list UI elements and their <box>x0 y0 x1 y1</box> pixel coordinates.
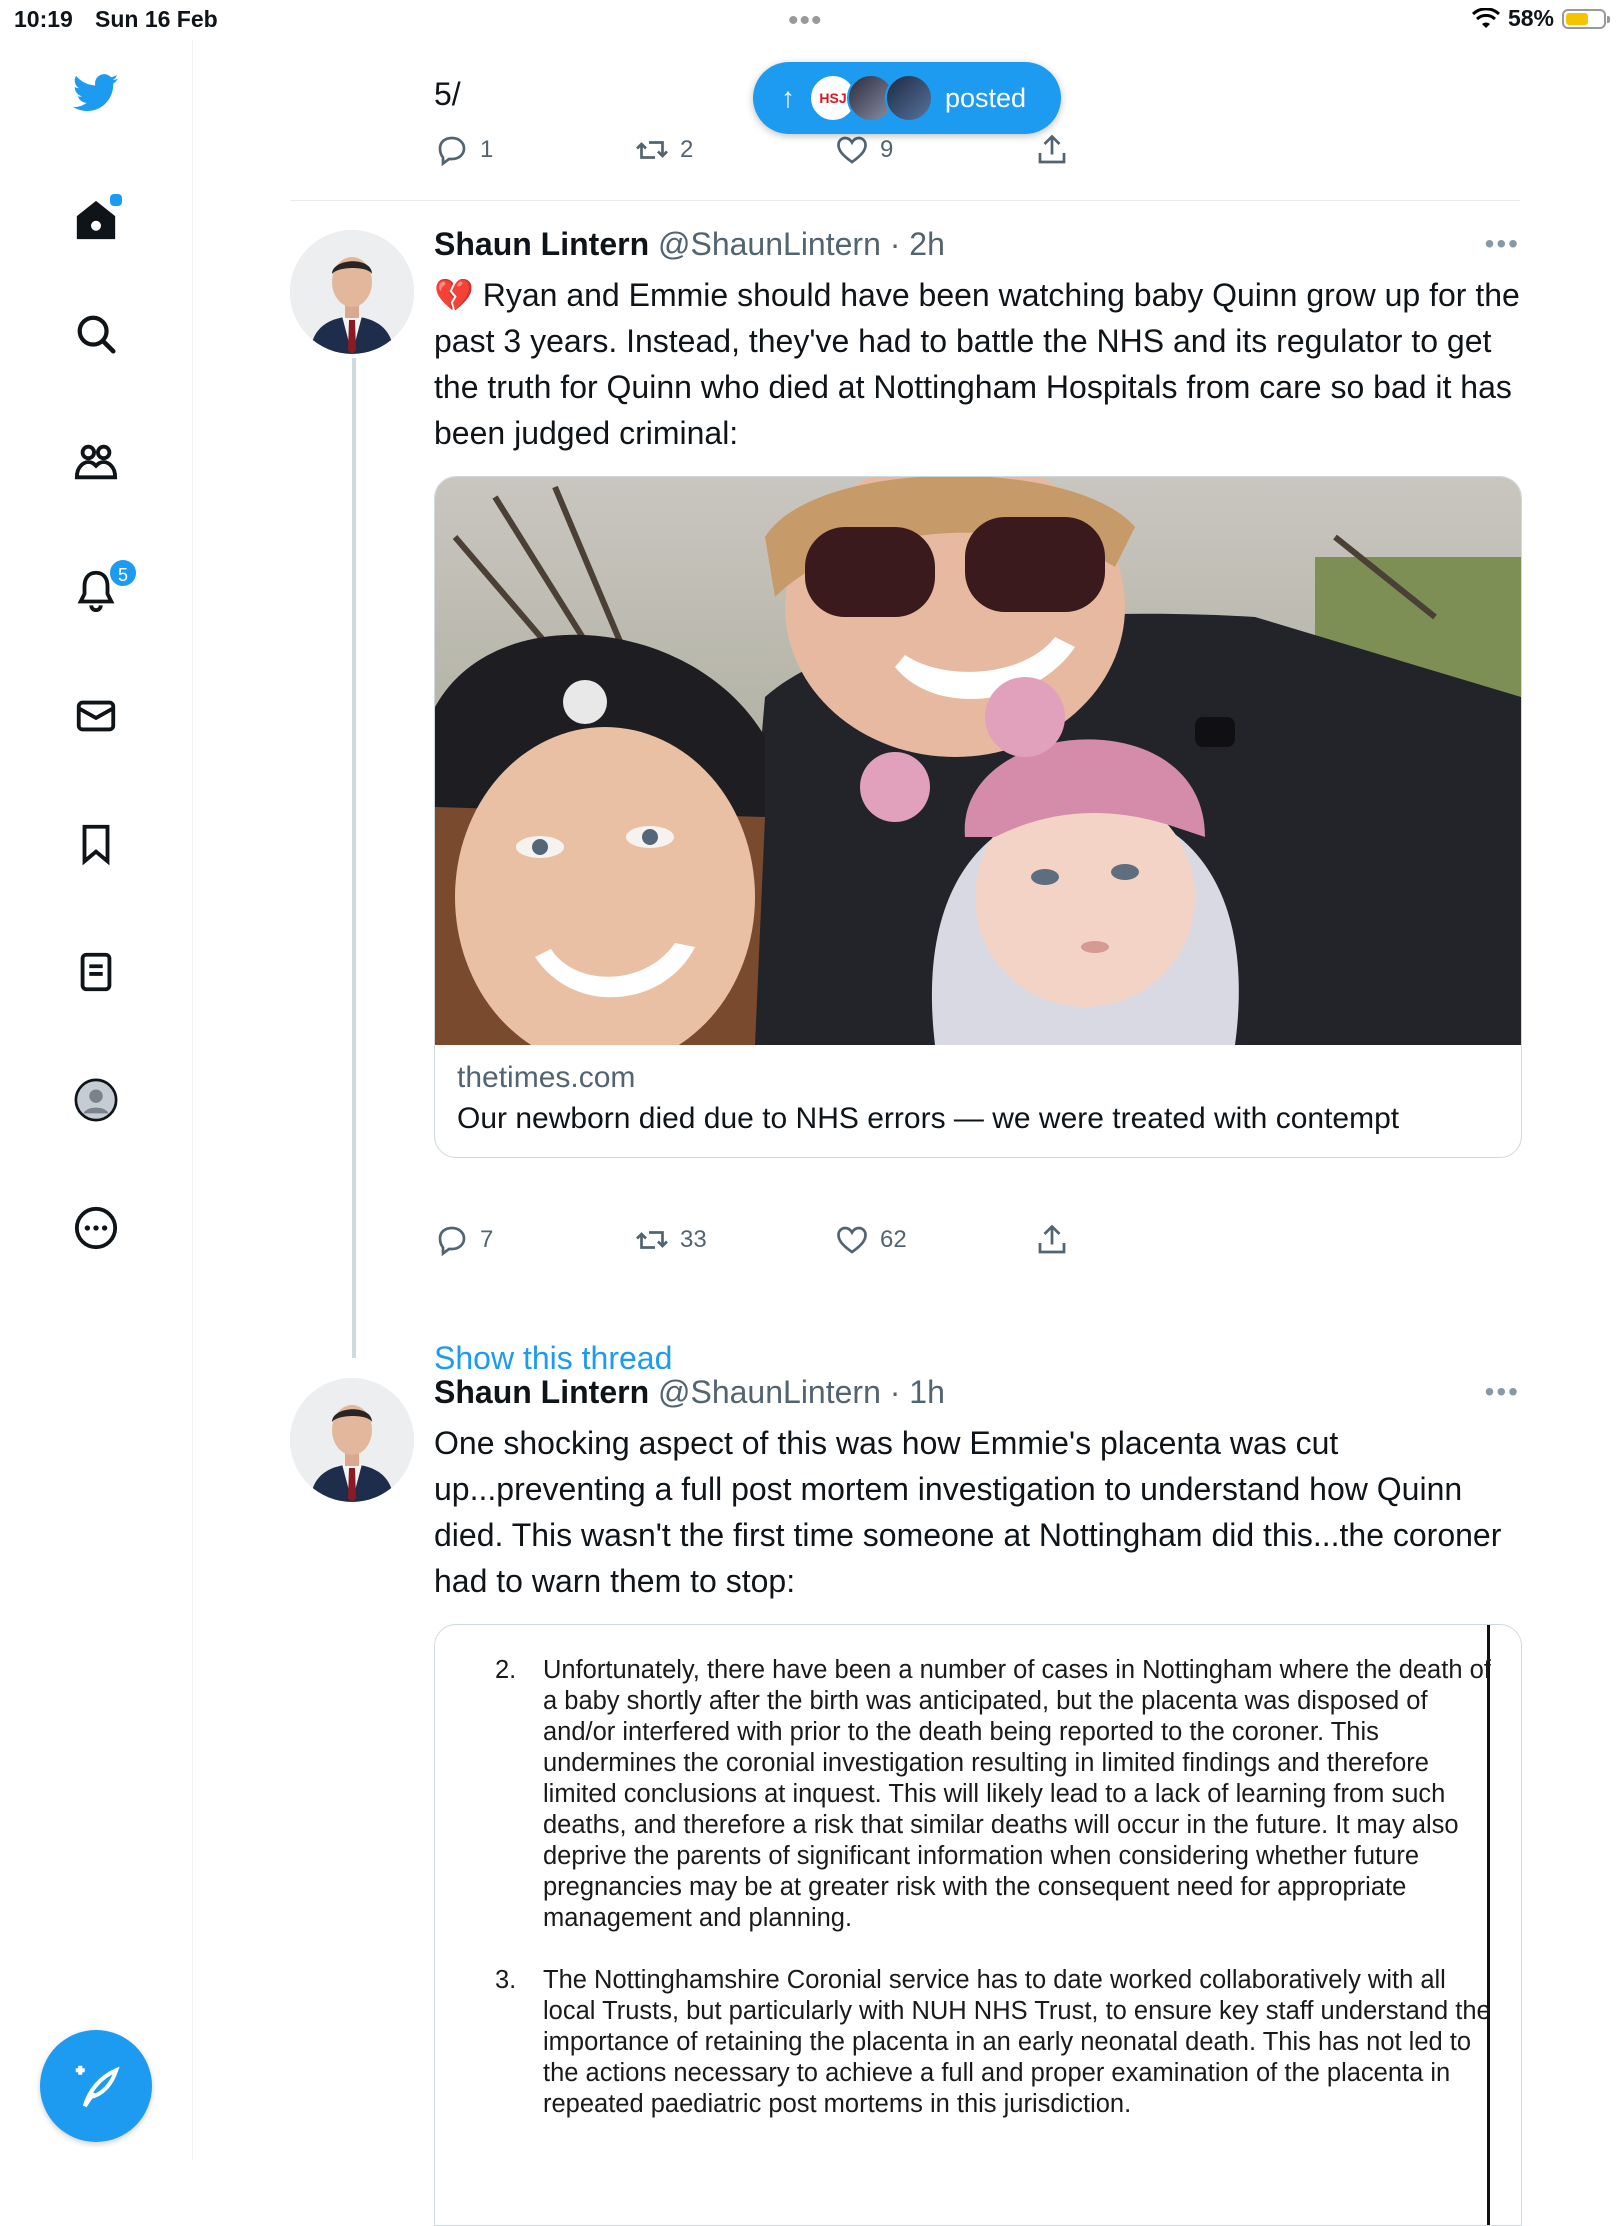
hsj-avatar: HSJ <box>809 74 857 122</box>
tweet-more-icon[interactable]: ••• <box>1484 228 1520 259</box>
compose-quill-icon <box>69 2059 123 2113</box>
tweet-text: 💔 Ryan and Emmie should have been watching baby Quinn grow up for the past 3 years. Instead, they've had to battle the NHS and its regulator to get the truth for Quinn who died at Nottingham Hospitals from care so bad it has been judged criminal: <box>434 277 1520 451</box>
retweet-icon <box>634 132 670 168</box>
compose-tweet-button[interactable] <box>40 2030 152 2142</box>
reply-icon <box>434 132 470 168</box>
wifi-icon <box>1472 8 1500 30</box>
paragraph-number: 2. <box>495 1656 517 1684</box>
heart-icon <box>834 1222 870 1258</box>
previous-tweet-text: 5/ <box>434 76 461 112</box>
tweet-divider <box>290 200 1520 201</box>
thread-line <box>352 358 356 1358</box>
more-options-icon[interactable] <box>64 1196 128 1260</box>
tweet-actions <box>434 1222 1074 1258</box>
retweet-count: 33 <box>680 1226 707 1253</box>
author-name[interactable]: Shaun Lintern <box>434 226 650 262</box>
author-handle[interactable]: @ShaunLintern <box>658 1374 881 1410</box>
link-card[interactable] <box>434 476 1522 1158</box>
tweet-more-icon[interactable]: ••• <box>1484 1376 1520 1407</box>
share-button[interactable] <box>1034 132 1070 168</box>
twitter-logo-icon[interactable] <box>64 60 128 124</box>
avatar <box>885 74 933 122</box>
notifications-badge: 5 <box>108 558 138 588</box>
tweet-text: One shocking aspect of this was how Emmie's placenta was cut up...preventing a full post mortem investigation to understand how Quinn died. This wasn't the first time someone at Nottingham did this...the coroner had to warn them to stop: <box>434 1425 1502 1599</box>
tweet-time[interactable]: · 2h <box>889 226 945 262</box>
tweet-header <box>434 1374 945 1411</box>
heart-icon <box>834 132 870 168</box>
previous-tweet-actions <box>434 132 1074 168</box>
arrow-up-icon: ↑ <box>781 82 795 113</box>
reply-button[interactable] <box>434 1222 634 1258</box>
status-bar <box>0 0 1620 40</box>
like-count: 62 <box>880 1226 907 1253</box>
tweet-time[interactable]: · 1h <box>889 1374 945 1410</box>
author-name[interactable]: Shaun Lintern <box>434 1374 650 1410</box>
bookmarks-icon[interactable] <box>64 812 128 876</box>
home-icon[interactable] <box>64 188 128 252</box>
status-time: 10:19 <box>14 6 73 32</box>
search-icon[interactable] <box>64 302 128 366</box>
new-posts-avatars <box>809 74 933 122</box>
document-paragraph-3 <box>495 1965 1491 2215</box>
retweet-icon <box>634 1222 670 1258</box>
thread-gap-line <box>352 1302 356 1342</box>
document-image[interactable] <box>434 1624 1522 2226</box>
battery-percent: 58% <box>1507 5 1554 31</box>
sidebar <box>0 40 193 2160</box>
article-photo <box>435 477 1521 1045</box>
share-icon <box>1034 132 1070 168</box>
battery-icon <box>1562 9 1606 29</box>
paragraph-text: The Nottinghamshire Coronial service has to date worked collaboratively with all local Trusts, but particularly with NUH NHS Trust, to ensure key staff understand the importance of retaining the placenta in an early neonatal death. This has not led to the actions necessary to achieve a full and proper examination of the placenta in repeated paediatric post mortems in this jurisdiction. <box>543 1966 1491 2118</box>
paragraph-text: Unfortunately, there have been a number of cases in Nottingham where the death of a baby shortly after the birth was anticipated, but the placenta was disposed of and/or interfered with prior to the death being reported to the coroner. This undermines the coronial investigation resulting in limited findings and therefore limited conclusions at inquest. This will likely lead to a lack of learning from such deaths, and therefore a risk that similar deaths will occur in the future. It may also deprive the parents of significant information when considering whether future pregnancies may be at greater risk with the consequent need for appropriate management and planning. <box>543 1656 1491 1932</box>
profile-icon[interactable] <box>64 1068 128 1132</box>
share-icon <box>1034 1222 1070 1258</box>
lists-icon[interactable] <box>64 940 128 1004</box>
reply-count: 7 <box>480 1226 494 1253</box>
author-handle[interactable]: @ShaunLintern <box>658 226 881 262</box>
new-posts-label: posted <box>945 82 1027 113</box>
reply-icon <box>434 1222 470 1258</box>
author-avatar[interactable] <box>290 230 414 354</box>
like-button[interactable] <box>834 1222 1034 1258</box>
reply-count: 1 <box>480 136 494 163</box>
document-paragraph-2 <box>495 1655 1491 1955</box>
status-date: Sun 16 Feb <box>95 6 218 32</box>
multitasking-dots-icon[interactable]: ••• <box>788 4 823 37</box>
reply-button[interactable] <box>434 132 634 168</box>
retweet-button[interactable] <box>634 132 834 168</box>
home-unread-dot <box>108 192 124 208</box>
messages-icon[interactable] <box>64 684 128 748</box>
link-card-title: Our newborn died due to NHS errors — we were treated with contempt <box>457 1102 1400 1135</box>
link-card-domain: thetimes.com <box>457 1061 636 1094</box>
author-avatar[interactable] <box>290 1378 414 1502</box>
tweet-header <box>434 226 945 263</box>
show-thread-link[interactable]: Show this thread <box>434 1340 673 1376</box>
communities-icon[interactable] <box>64 430 128 494</box>
retweet-button[interactable] <box>634 1222 834 1258</box>
retweet-count: 2 <box>680 136 694 163</box>
new-posts-pill[interactable] <box>753 62 1061 134</box>
paragraph-number: 3. <box>495 1966 517 1994</box>
like-button[interactable] <box>834 132 1034 168</box>
like-count: 9 <box>880 136 894 163</box>
share-button[interactable] <box>1034 1222 1070 1258</box>
notifications-bell-icon[interactable] <box>64 558 128 622</box>
